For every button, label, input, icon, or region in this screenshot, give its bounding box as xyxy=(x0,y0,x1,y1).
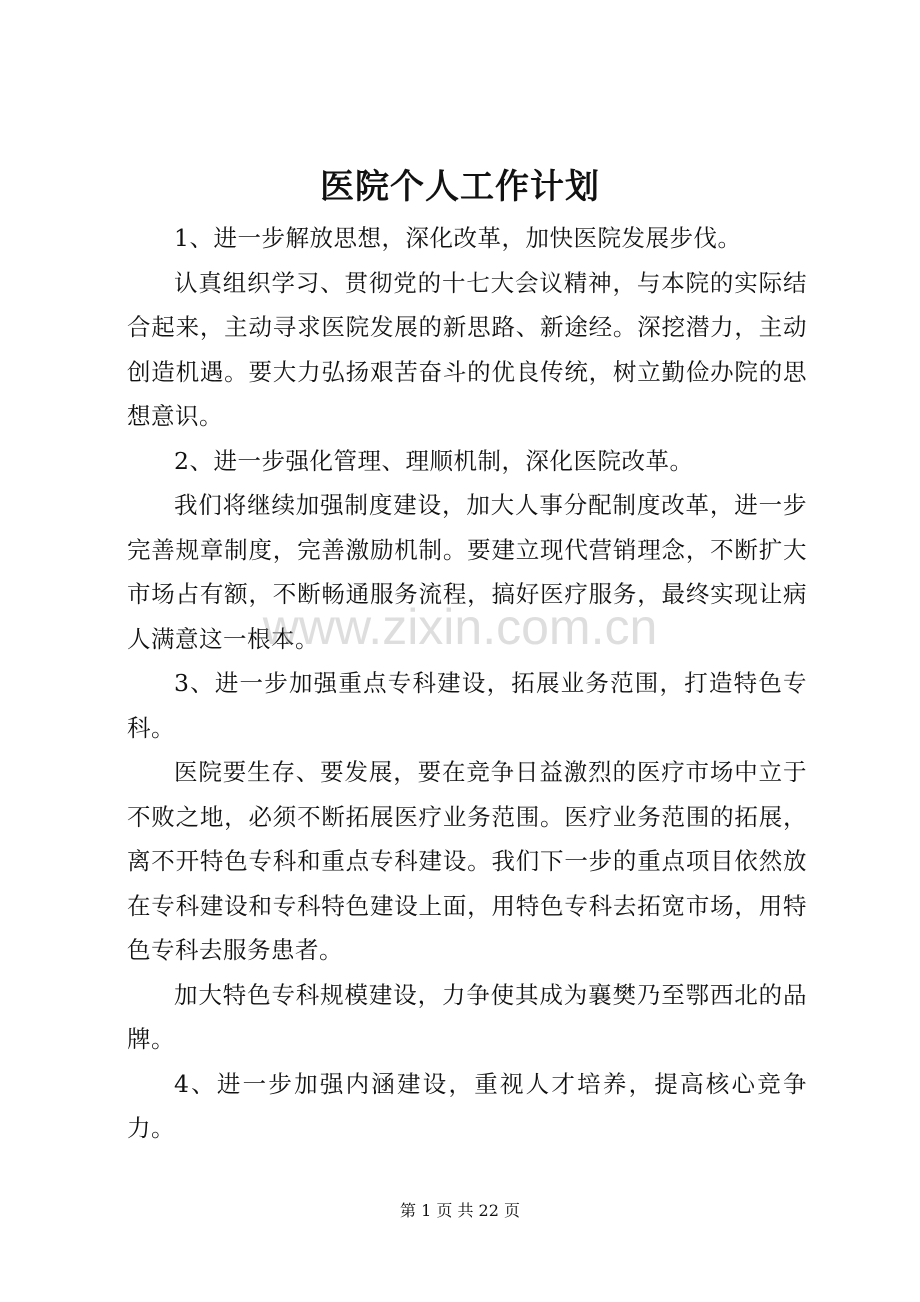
paragraph: 1、进一步解放思想，深化改革，加快医院发展步伐。 xyxy=(174,224,742,252)
watermark: www.zixin.com.cn xyxy=(262,599,658,655)
page-footer: 第 1 页 共 22 页 xyxy=(400,1201,520,1220)
paragraph: 医院要生存、要发展，要在竞争日益激烈的医疗市场中立于不败之地，必须不断拓展医疗业务范围。医疗业务范围的拓展，离不开特色专科和重点专科建设。我们下一步的重点项目依然放在专科建设和专科特色建设上面，用特色专科去拓宽市场，用特色专科去服务患者。 xyxy=(127,758,807,964)
paragraph: 3、进一步加强重点专科建设，拓展业务范围，打造特色专科。 xyxy=(127,669,807,742)
document-body xyxy=(127,216,807,1151)
page-title: 医院个人工作计划 xyxy=(320,167,600,207)
paragraph: 4、进一步加强内涵建设，重视人才培养，提高核心竞争力。 xyxy=(127,1069,807,1142)
paragraph: 加大特色专科规模建设，力争使其成为襄樊乃至鄂西北的品牌。 xyxy=(127,980,807,1053)
paragraph: 2、进一步强化管理、理顺机制，深化医院改革。 xyxy=(174,446,694,475)
paragraph: 我们将继续加强制度建设，加大人事分配制度改革，进一步完善规章制度，完善激励机制。要建立现代营销理念，不断扩大市场占有额，不断畅通服务流程，搞好医疗服务，最终实现让病人满意这一根本。 xyxy=(127,491,807,653)
paragraph: 认真组织学习、贯彻党的十七大会议精神，与本院的实际结合起来，主动寻求医院发展的新思路、新途经。深挖潜力，主动创造机遇。要大力弘扬艰苦奋斗的优良传统，树立勤俭办院的思想意识。 xyxy=(127,268,807,430)
